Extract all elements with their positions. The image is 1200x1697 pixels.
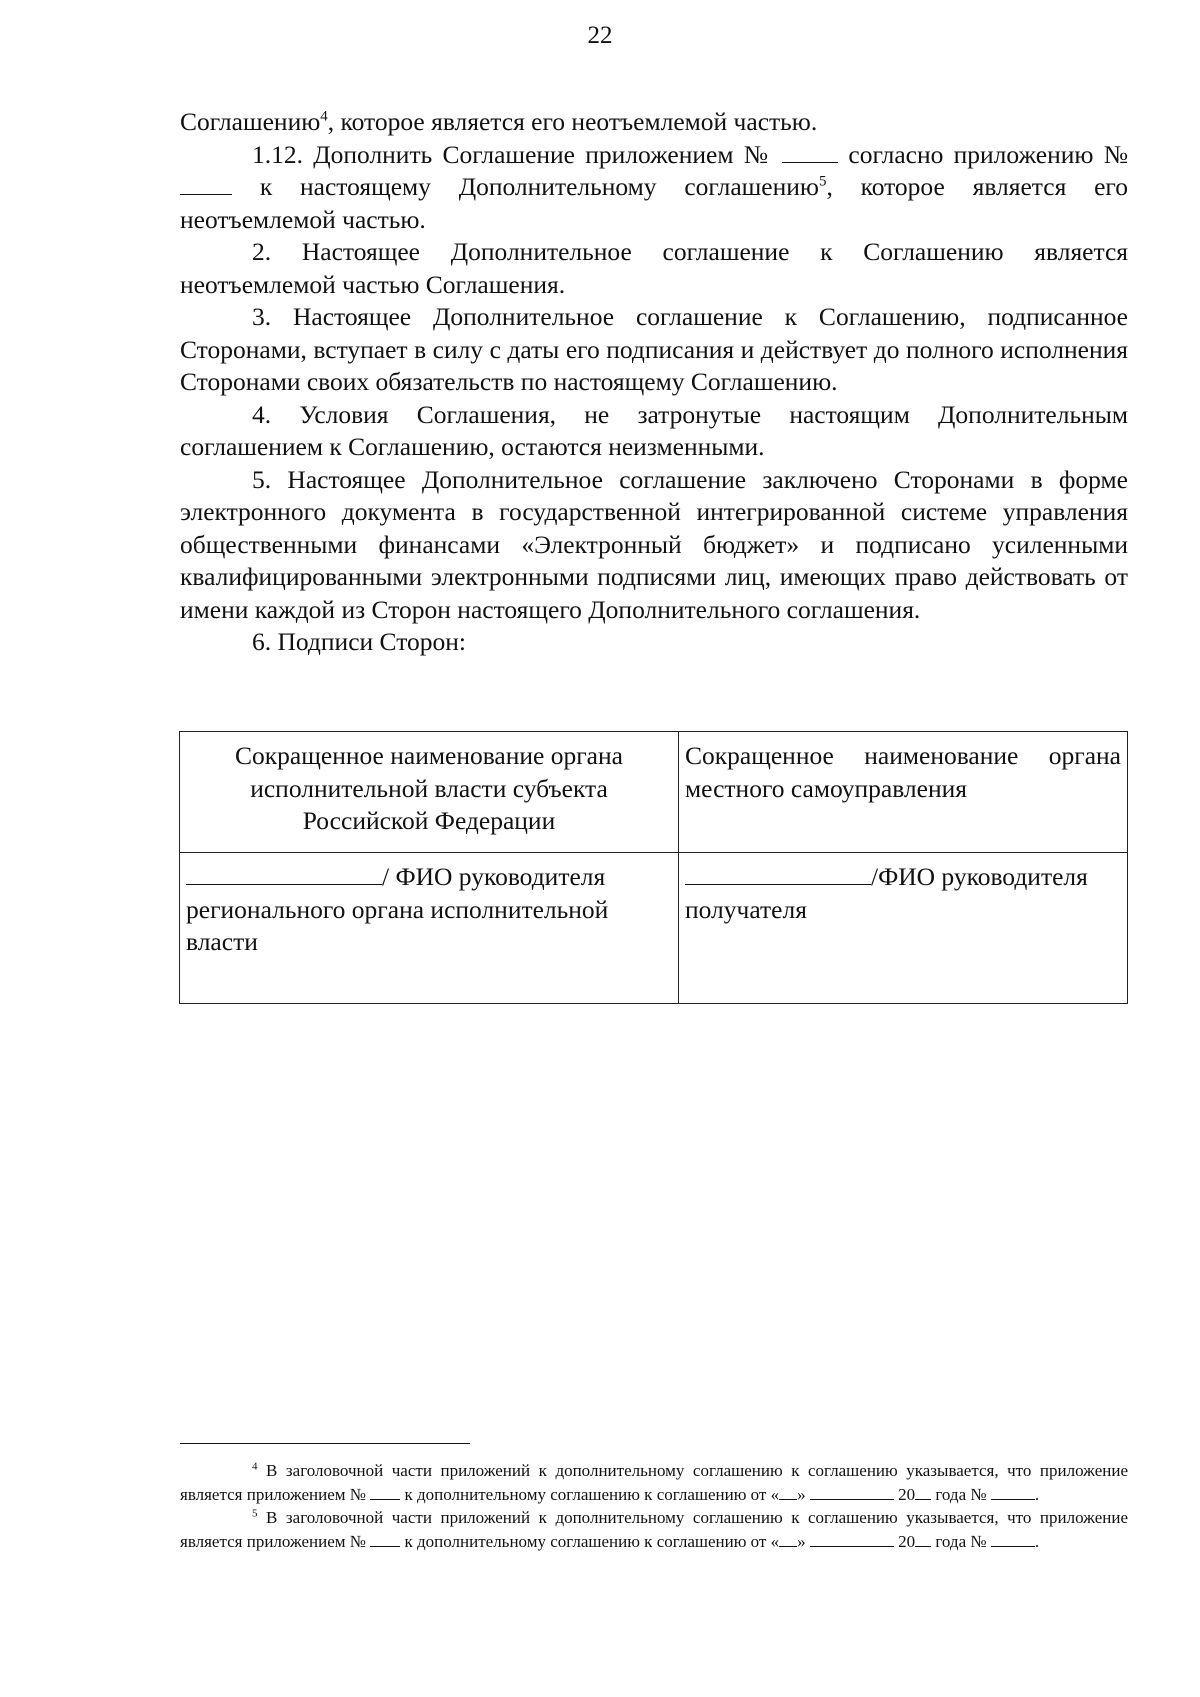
text-segment: , которое является его неотъемлемой частью.	[327, 107, 818, 136]
blank-field	[370, 1532, 400, 1547]
signature-caption: / ФИО руководителя	[382, 862, 606, 891]
signature-blank	[186, 862, 382, 885]
footnote-text: »	[797, 1484, 806, 1504]
footnote-5	[180, 1506, 1128, 1553]
footnote-4	[180, 1459, 1128, 1506]
footnotes	[180, 1459, 1128, 1553]
blank-field	[915, 1485, 931, 1500]
blank-field	[180, 174, 232, 195]
footnote-text: »	[797, 1531, 806, 1551]
paragraph-6: 6. Подписи Сторон:	[252, 627, 466, 656]
blank-field	[782, 142, 838, 163]
signatures-table	[179, 731, 1128, 1004]
footnote-separator	[180, 1443, 470, 1444]
text-segment: Соглашению	[180, 107, 321, 136]
footnote-ref-5: 5	[818, 173, 827, 190]
left-signature-role: регионального органа исполнительной власти	[186, 894, 609, 956]
footnote-text: к дополнительному соглашению к соглашению от «	[400, 1484, 780, 1504]
footnote-mark: 4	[252, 1460, 258, 1473]
blank-field	[991, 1532, 1035, 1547]
left-signature-line	[186, 861, 672, 894]
signature-caption: /ФИО руководителя	[871, 862, 1088, 891]
paragraph-1-12	[180, 139, 1128, 237]
table-row	[180, 853, 1128, 1004]
text-segment: , которое является его неотъемлемой частью.	[180, 172, 1129, 234]
paragraph-5: 5. Настоящее Дополнительное соглашение заключено Сторонами в форме электронного документа в государственной интегрированной системе управления общественными финансами «Электронный бюджет» и подписано усиленными квалифицированными электронными подписями лиц, имеющих право действовать от имени каждой из Сторон настоящего Дополнительного соглашения.	[180, 464, 1128, 624]
blank-field	[810, 1532, 894, 1547]
footnote-mark: 5	[252, 1507, 258, 1520]
footnote-text: года №	[931, 1484, 987, 1504]
text-segment: согласно приложению №	[848, 139, 1129, 169]
blank-field	[915, 1532, 931, 1547]
text-segment: к настоящему Дополнительному соглашению	[259, 172, 819, 201]
table-row	[180, 732, 1128, 853]
right-party-name-cell	[679, 732, 1128, 853]
footnote-text: В заголовочной части приложений к дополнительному соглашению к соглашению указывается, что приложение является приложением №	[180, 1461, 1128, 1504]
paragraph-4: 4. Условия Соглашения, не затронутые настоящим Дополнительным соглашением к Соглашению, остаются неизменными.	[180, 399, 1128, 461]
footnote-text: года №	[931, 1531, 987, 1551]
blank-field	[810, 1485, 894, 1500]
agreement-body	[180, 106, 1128, 659]
signature-blank	[685, 862, 871, 885]
blank-field	[991, 1485, 1035, 1500]
right-signature-line	[685, 861, 1121, 894]
footnote-text: В заголовочной части приложений к дополнительному соглашению к соглашению указывается, что приложение является приложением №	[180, 1508, 1128, 1551]
text-segment: 1.12. Дополнить Соглашение приложением №	[252, 139, 772, 169]
paragraph-continuation	[180, 106, 1128, 139]
right-party-name-line: Сокращенное наименование органа	[685, 741, 1121, 770]
right-signature-cell	[679, 853, 1128, 1004]
blank-field	[779, 1532, 797, 1547]
paragraph-2: 2. Настоящее Дополнительное соглашение к Соглашению является неотъемлемой частью Соглашения.	[180, 237, 1128, 299]
footnote-ref-4: 4	[320, 108, 328, 125]
left-party-name-cell: Сокращенное наименование органа исполнительной власти субъекта Российской Федерации	[180, 732, 679, 853]
blank-field	[370, 1485, 400, 1500]
blank-field	[779, 1485, 797, 1500]
footnote-text: .	[1034, 1531, 1040, 1551]
right-party-name-line: местного самоуправления	[685, 773, 967, 803]
footnote-text: 20	[898, 1484, 916, 1504]
left-signature-cell	[180, 853, 679, 1004]
footnote-text: 20	[898, 1531, 916, 1551]
footnote-text: .	[1034, 1484, 1040, 1504]
page-number: 22	[587, 22, 613, 49]
right-signature-role: получателя	[685, 894, 807, 924]
paragraph-3: 3. Настоящее Дополнительное соглашение к Соглашению, подписанное Сторонами, вступает в силу с даты его подписания и действует до полного исполнения Сторонами своих обязательств по настоящему Соглашению.	[180, 302, 1128, 396]
footnote-text: к дополнительному соглашению к соглашению от «	[400, 1531, 780, 1551]
